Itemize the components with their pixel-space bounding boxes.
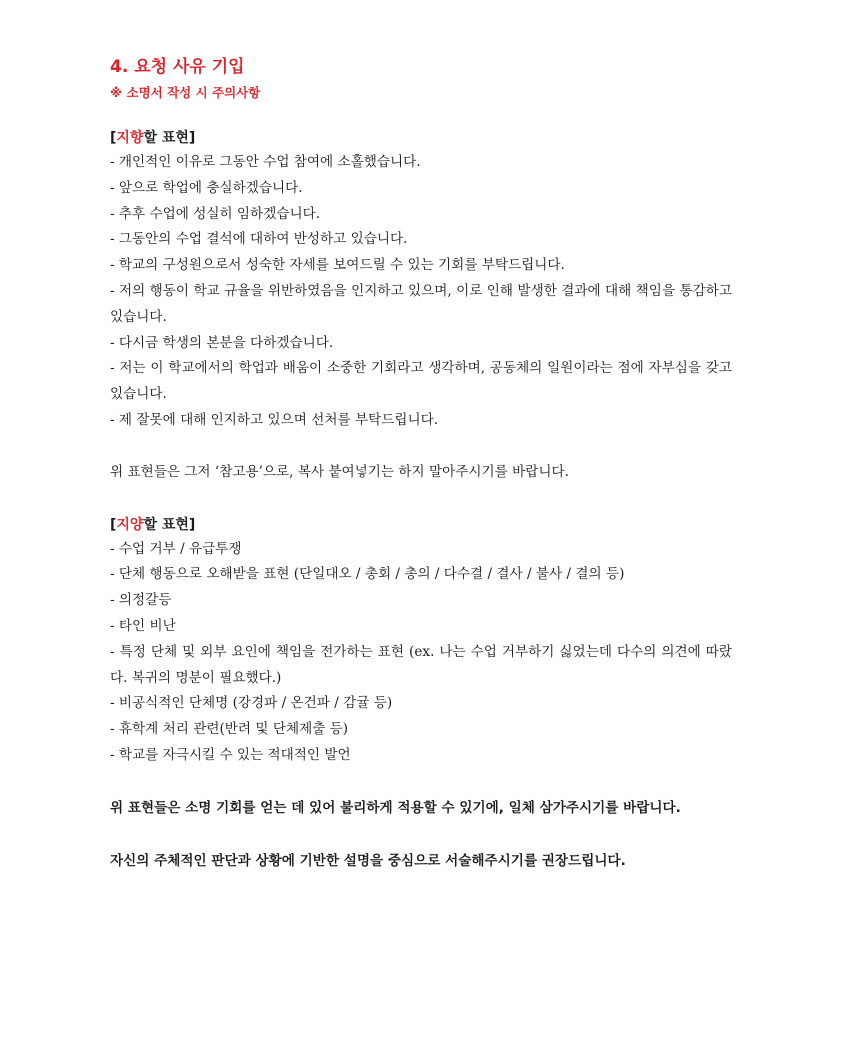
- avoid-heading-rest: 할 표현]: [143, 516, 196, 533]
- list-item: - 개인적인 이유로 그동안 수업 참여에 소홀했습니다.: [110, 154, 421, 170]
- avoid-heading-bracket: [: [110, 516, 117, 533]
- list-item: - 저의 행동이 학교 규율을 위반하였음을 인지하고 있으며, 이로 인해 발생한 결과에 대해 책임을 통감하고 있습니다.: [110, 282, 732, 325]
- list-item: - 타인 비난: [110, 617, 176, 634]
- avoid-heading: [110, 513, 732, 537]
- document-page: [110, 52, 732, 874]
- list-item: - 특정 단체 및 외부 요인에 책임을 전가하는 표현 (ex. 나는 수업 거부하기 싫었는데 다수의 의견에 따랐다. 복귀의 명분이 필요했다.): [110, 643, 732, 686]
- reference-note: 위 표현들은 그저 ‘참고용’으로, 복사 붙여넣기는 하지 말아주시기를 바랍니다.: [110, 463, 569, 480]
- closing-warning: 위 표현들은 소명 기회를 얻는 데 있어 불리하게 적용할 수 있기에, 일체 삼가주시기를 바랍니다.: [110, 799, 681, 816]
- recommended-heading-rest: 할 표현]: [143, 130, 196, 146]
- recommended-heading: [110, 126, 732, 150]
- list-item: - 단체 행동으로 오해받을 표현 (단일대오 / 총회 / 총의 / 다수결 / 결사 / 불사 / 결의 등): [110, 566, 625, 583]
- list-item: - 추후 수업에 성실히 임하겠습니다.: [110, 205, 321, 222]
- list-item: - 그동안의 수업 결석에 대하여 반성하고 있습니다.: [110, 231, 408, 248]
- recommended-heading-accent: 지향: [116, 130, 144, 146]
- list-item: - 학교를 자극시킬 수 있는 적대적인 발언: [110, 746, 351, 763]
- list-item: - 학교의 구성원으로서 성숙한 자세를 보여드릴 수 있는 기회를 부탁드립니다.: [110, 257, 565, 274]
- section-subtitle: ※ 소명서 작성 시 주의사항: [110, 85, 261, 100]
- list-item: - 휴학계 처리 관련(반려 및 단체제출 등): [110, 721, 349, 738]
- list-item: - 비공식적인 단체명 (강경파 / 온건파 / 감귤 등): [110, 695, 393, 712]
- list-item: - 저는 이 학교에서의 학업과 배움이 소중한 기회라고 생각하며, 공동체의 일원이라는 점에 자부심을 갖고 있습니다.: [110, 360, 732, 403]
- avoid-heading-accent: 지양: [116, 516, 144, 533]
- avoid-list: [110, 537, 732, 769]
- list-item: - 제 잘못에 대해 인지하고 있으며 선처를 부탁드립니다.: [110, 411, 439, 428]
- list-item: - 앞으로 학업에 충실하겠습니다.: [110, 179, 303, 196]
- list-item: - 다시금 학생의 본분을 다하겠습니다.: [110, 334, 334, 351]
- recommended-list: [110, 150, 732, 434]
- list-item: - 수업 거부 / 유급투쟁: [110, 540, 242, 557]
- closing-advice: 자신의 주체적인 판단과 상황에 기반한 설명을 중심으로 서술해주시기를 권장드립니다.: [110, 852, 626, 869]
- recommended-heading-bracket: [: [110, 130, 117, 146]
- list-item: - 의정갈등: [110, 592, 172, 609]
- section-title: 4. 요청 사유 기입: [110, 57, 245, 77]
